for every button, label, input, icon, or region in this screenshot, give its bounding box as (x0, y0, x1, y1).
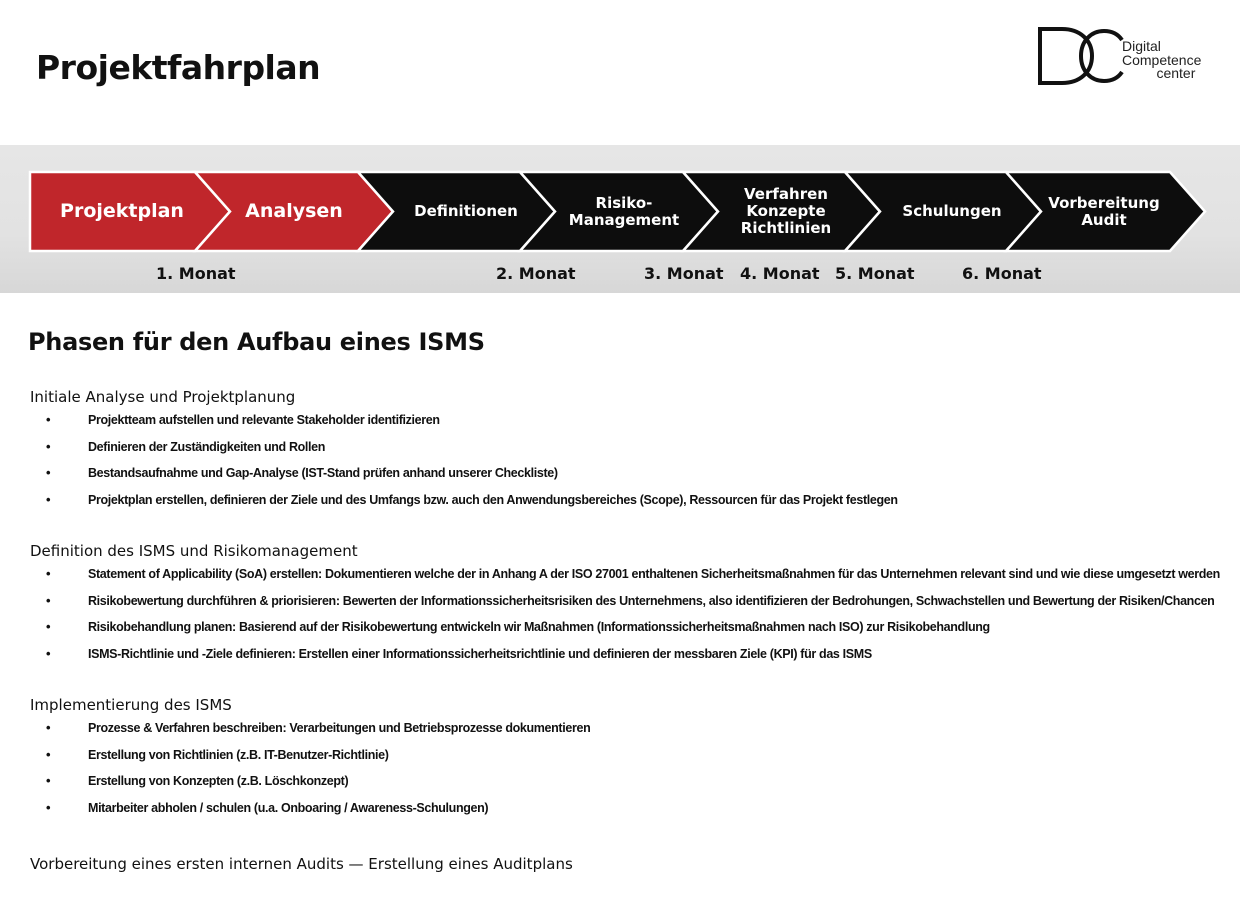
bullet-list (30, 407, 898, 513)
roadmap-phase-label: Vorbereitung Audit (1048, 193, 1160, 229)
group-heading: Definition des ISMS und Risikomanagement (30, 542, 358, 560)
roadmap-phase-label: Definitionen (414, 202, 518, 220)
group-heading: Implementierung des ISMS (30, 696, 232, 714)
phase-group-definition (30, 541, 1220, 667)
list-item: • Prozesse & Verfahren beschreiben: Verarbeitungen und Betriebsprozesse dokumentieren (30, 715, 590, 742)
month-label: 2. Monat (496, 264, 576, 283)
logo-line-1: Digital (1122, 38, 1161, 54)
month-label: 5. Monat (835, 264, 915, 283)
roadmap-phase-label: Risiko- Management (568, 193, 680, 229)
roadmap-phase-label: Verfahren Konzepte Richtlinien (740, 185, 832, 237)
list-item: • Projektteam aufstellen und relevante Stakeholder identifizieren (30, 407, 898, 434)
list-item: • Projektplan erstellen, definieren der Ziele und des Umfangs bzw. auch den Anwendungsbereiches (Scope), Ressourcen für das Projekt festlegen (30, 487, 898, 514)
page-title: Projektfahrplan (36, 48, 321, 87)
bullet-list (30, 715, 590, 821)
section-title: Phasen für den Aufbau eines ISMS (28, 328, 485, 356)
roadmap-phase-label: Analysen (245, 200, 343, 222)
list-item: • Bestandsaufnahme und Gap-Analyse (IST-Stand prüfen anhand unserer Checkliste) (30, 460, 898, 487)
group-heading: Initiale Analyse und Projektplanung (30, 388, 296, 406)
roadmap-phase-label: Projektplan (60, 200, 184, 222)
logo-line-2: Competence (1122, 51, 1202, 68)
month-label: 3. Monat (644, 264, 724, 283)
list-item: • Erstellung von Konzepten (z.B. Löschkonzept) (30, 768, 590, 795)
dc-logo-mark (1036, 26, 1126, 88)
phase-group-analysis (30, 387, 898, 513)
month-label: 4. Monat (740, 264, 820, 283)
logo (1036, 26, 1216, 88)
bullet-list (30, 561, 1220, 667)
list-item: • Risikobewertung durchführen & priorisieren: Bewerten der Informationssicherheitsrisiken des Unternehmens, also identifizieren der Bedrohungen, Schwachstellen und Bewertung der Risiken/Chancen (30, 588, 1220, 615)
roadmap-phase-label: Schulungen (902, 202, 1002, 220)
list-item: • Definieren der Zuständigkeiten und Rollen (30, 434, 898, 461)
logo-line-3: center (1156, 65, 1196, 81)
phase-group-implementation (30, 695, 590, 821)
list-item: • ISMS-Richtlinie und -Ziele definieren: Erstellen einer Informationssicherheitsrichtlinie und definieren der messbaren Ziele (KPI) für das ISMS (30, 641, 1220, 668)
list-item: • Statement of Applicability (SoA) erstellen: Dokumentieren welche der in Anhang A der ISO 27001 enthaltenen Sicherheitsmaßnahmen für das Unternehmen relevant sind und wie diese umgesetzt werden (30, 561, 1220, 588)
logo-wordmark (1122, 40, 1201, 81)
list-item: • Mitarbeiter abholen / schulen (u.a. Onboaring / Awareness-Schulungen) (30, 795, 590, 822)
list-item: • Risikobehandlung planen: Basierend auf der Risikobewertung entwickeln wir Maßnahmen (Informationssicherheitsmaßnahmen nach ISO) zur Risikobehandlung (30, 614, 1220, 641)
list-item: • Erstellung von Richtlinien (z.B. IT-Benutzer-Richtlinie) (30, 742, 590, 769)
final-line: Vorbereitung eines ersten internen Audits — Erstellung eines Auditplans (30, 855, 573, 873)
month-label: 6. Monat (962, 264, 1042, 283)
month-label: 1. Monat (156, 264, 236, 283)
